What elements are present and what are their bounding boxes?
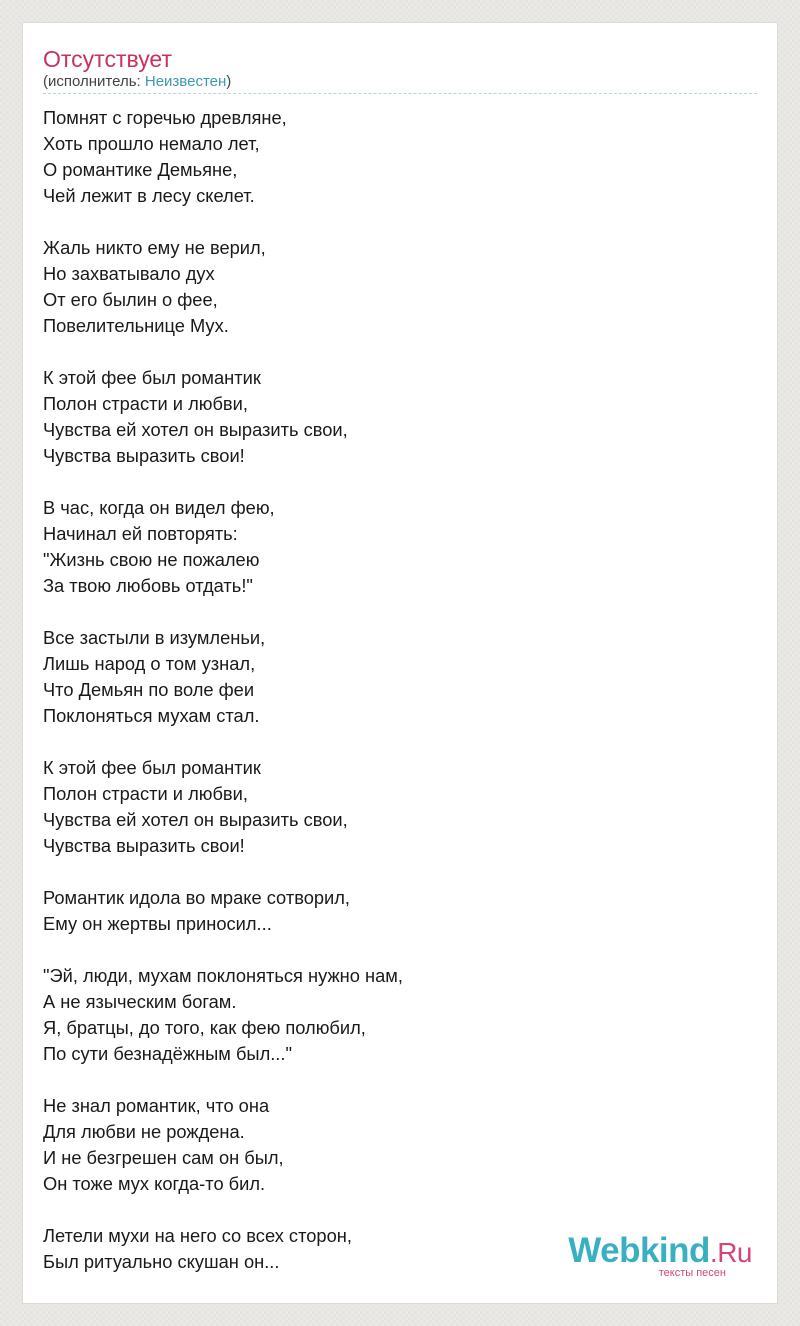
lyric-line: Хоть прошло немало лет, — [43, 133, 260, 154]
lyric-line: К этой фее был романтик — [43, 367, 261, 388]
lyric-line: Поклоняться мухам стал. — [43, 705, 260, 726]
lyric-line: "Эй, люди, мухам поклоняться нужно нам, — [43, 965, 403, 986]
lyric-line: Полон страсти и любви, — [43, 783, 248, 804]
lyric-line: Чувства ей хотел он выразить свои, — [43, 809, 348, 830]
lyric-line: В час, когда он видел фею, — [43, 497, 275, 518]
divider — [43, 93, 757, 94]
stanza-gap — [43, 859, 403, 885]
stanza-gap — [43, 599, 403, 625]
stanza-gap — [43, 937, 403, 963]
artist-suffix: ) — [226, 73, 232, 90]
stanza-gap — [43, 209, 403, 235]
lyric-line: И не безгрешен сам он был, — [43, 1147, 284, 1168]
lyric-line: От его былин о фее, — [43, 289, 218, 310]
lyric-line: Начинал ей повторять: — [43, 523, 238, 544]
site-logo[interactable] — [568, 1233, 752, 1279]
lyric-line: Жаль никто ему не верил, — [43, 237, 266, 258]
lyric-line: Повелительнице Мух. — [43, 315, 229, 336]
lyric-line: Он тоже мух когда-то бил. — [43, 1173, 266, 1194]
lyric-line: Ему он жертвы приносил... — [43, 913, 272, 934]
lyric-line: К этой фее был романтик — [43, 757, 261, 778]
lyric-line: За твою любовь отдать!" — [43, 575, 253, 596]
lyric-line: Был ритуально скушан он... — [43, 1251, 280, 1272]
artist-prefix: (исполнитель: — [43, 73, 145, 90]
lyric-line: Летели мухи на него со всех сторон, — [43, 1225, 352, 1246]
lyric-line: А не языческим богам. — [43, 991, 237, 1012]
stanza-gap — [43, 1197, 403, 1223]
logo-wordmark — [568, 1233, 752, 1271]
lyric-line: Чей лежит в лесу скелет. — [43, 185, 255, 206]
lyrics-card — [22, 22, 778, 1304]
stanza-gap — [43, 1067, 403, 1093]
lyrics-text — [43, 105, 403, 1275]
lyric-line: Но захватывало дух — [43, 263, 215, 284]
logo-tagline: тексты песен — [658, 1267, 726, 1279]
logo-name: Webkind — [568, 1231, 710, 1270]
lyric-line: Я, братцы, до того, как фею полюбил, — [43, 1017, 366, 1038]
stanza-gap — [43, 469, 403, 495]
lyric-line: Для любви не рождена. — [43, 1121, 245, 1142]
lyric-line: "Жизнь свою не пожалею — [43, 549, 260, 570]
lyric-line: Помнят с горечью древляне, — [43, 107, 287, 128]
lyric-line: Чувства ей хотел он выразить свои, — [43, 419, 348, 440]
lyric-line: По сути безнадёжным был..." — [43, 1043, 292, 1064]
lyric-line: Лишь народ о том узнал, — [43, 653, 256, 674]
song-title: Отсутствует — [43, 46, 172, 72]
stanza-gap — [43, 339, 403, 365]
stanza-gap — [43, 729, 403, 755]
logo-suffix: .Ru — [709, 1237, 752, 1268]
lyric-line: Романтик идола во мраке сотворил, — [43, 887, 350, 908]
lyric-line: Не знал романтик, что она — [43, 1095, 270, 1116]
lyric-line: О романтике Демьяне, — [43, 159, 238, 180]
lyric-line: Все застыли в изумленьи, — [43, 627, 266, 648]
lyric-line: Что Демьян по воле феи — [43, 679, 255, 700]
artist-line — [43, 73, 231, 91]
lyric-line: Чувства выразить свои! — [43, 835, 245, 856]
artist-link[interactable]: Неизвестен — [144, 73, 227, 90]
lyric-line: Чувства выразить свои! — [43, 445, 245, 466]
lyric-line: Полон страсти и любви, — [43, 393, 248, 414]
